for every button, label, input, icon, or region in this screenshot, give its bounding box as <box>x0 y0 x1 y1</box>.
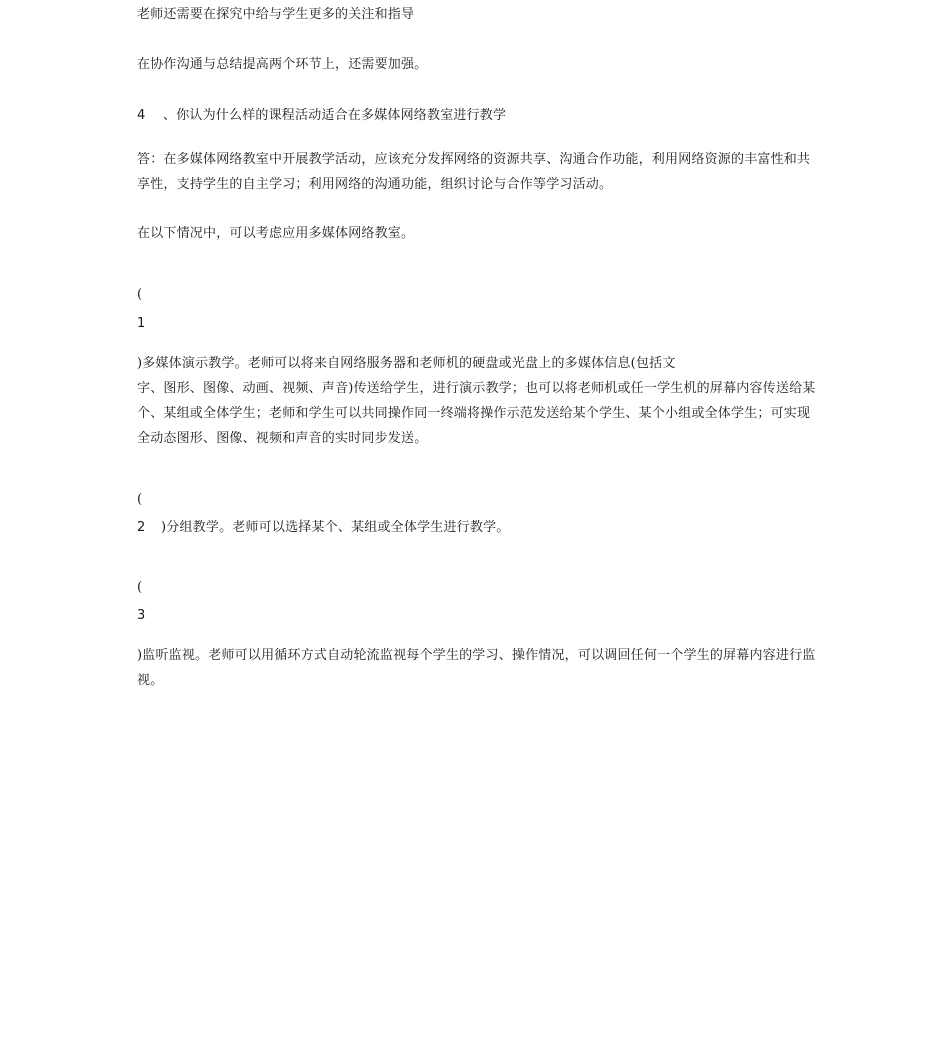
item-1-number-text: 1 <box>137 316 146 331</box>
item-1-line-a: )多媒体演示教学。老师可以将来自网络服务器和老师机的硬盘或光盘上的多媒体信息(包括文 <box>137 356 676 371</box>
question-heading <box>137 103 817 128</box>
question-number: 4 <box>137 108 146 123</box>
item-1-line-b: 字、图形、图像、动画、视频、声音)传送给学生，进行演示教学；也可以将老师机或任一学生机的屏幕内容传送给某个、某组或全体学生；老师和学生可以共同操作同一终端将操作示范发送给某个学生、某个小组或全体学生；可实现全动态图形、图像、视频和声音的实时同步发送。 <box>137 381 816 446</box>
item-2-open-paren: ( <box>137 492 143 507</box>
item-1-open-paren: ( <box>137 287 143 302</box>
answer-paragraph: 答：在多媒体网络教室中开展教学活动，应该充分发挥网络的资源共享、沟通合作功能，利用网络资源的丰富性和共享性，支持学生的自主学习；利用网络的沟通功能，组织讨论与合作等学习活动。 <box>137 152 811 192</box>
paragraph-collaboration: 在协作沟通与总结提高两个环节上，还需要加强。 <box>137 57 428 72</box>
item-2-number: 2 <box>137 520 146 535</box>
item-2-heading <box>137 515 817 540</box>
item-3-number-text: 3 <box>137 608 146 623</box>
intro-paragraph: 在以下情况中，可以考虑应用多媒体网络教室。 <box>137 226 415 241</box>
item-2-text: )分组教学。老师可以选择某个、某组或全体学生进行教学。 <box>161 520 510 535</box>
item-1-number <box>137 311 817 336</box>
item-3-open-paren: ( <box>137 580 143 595</box>
item-3-number <box>137 603 817 628</box>
question-text: 、你认为什么样的课程活动适合在多媒体网络教室进行教学 <box>163 108 507 123</box>
item-3-text: )监听监视。老师可以用循环方式自动轮流监视每个学生的学习、操作情况，可以调回任何一个学生的屏幕内容进行监视。 <box>137 648 816 688</box>
paragraph-guidance: 老师还需要在探究中给与学生更多的关注和指导 <box>137 7 415 22</box>
